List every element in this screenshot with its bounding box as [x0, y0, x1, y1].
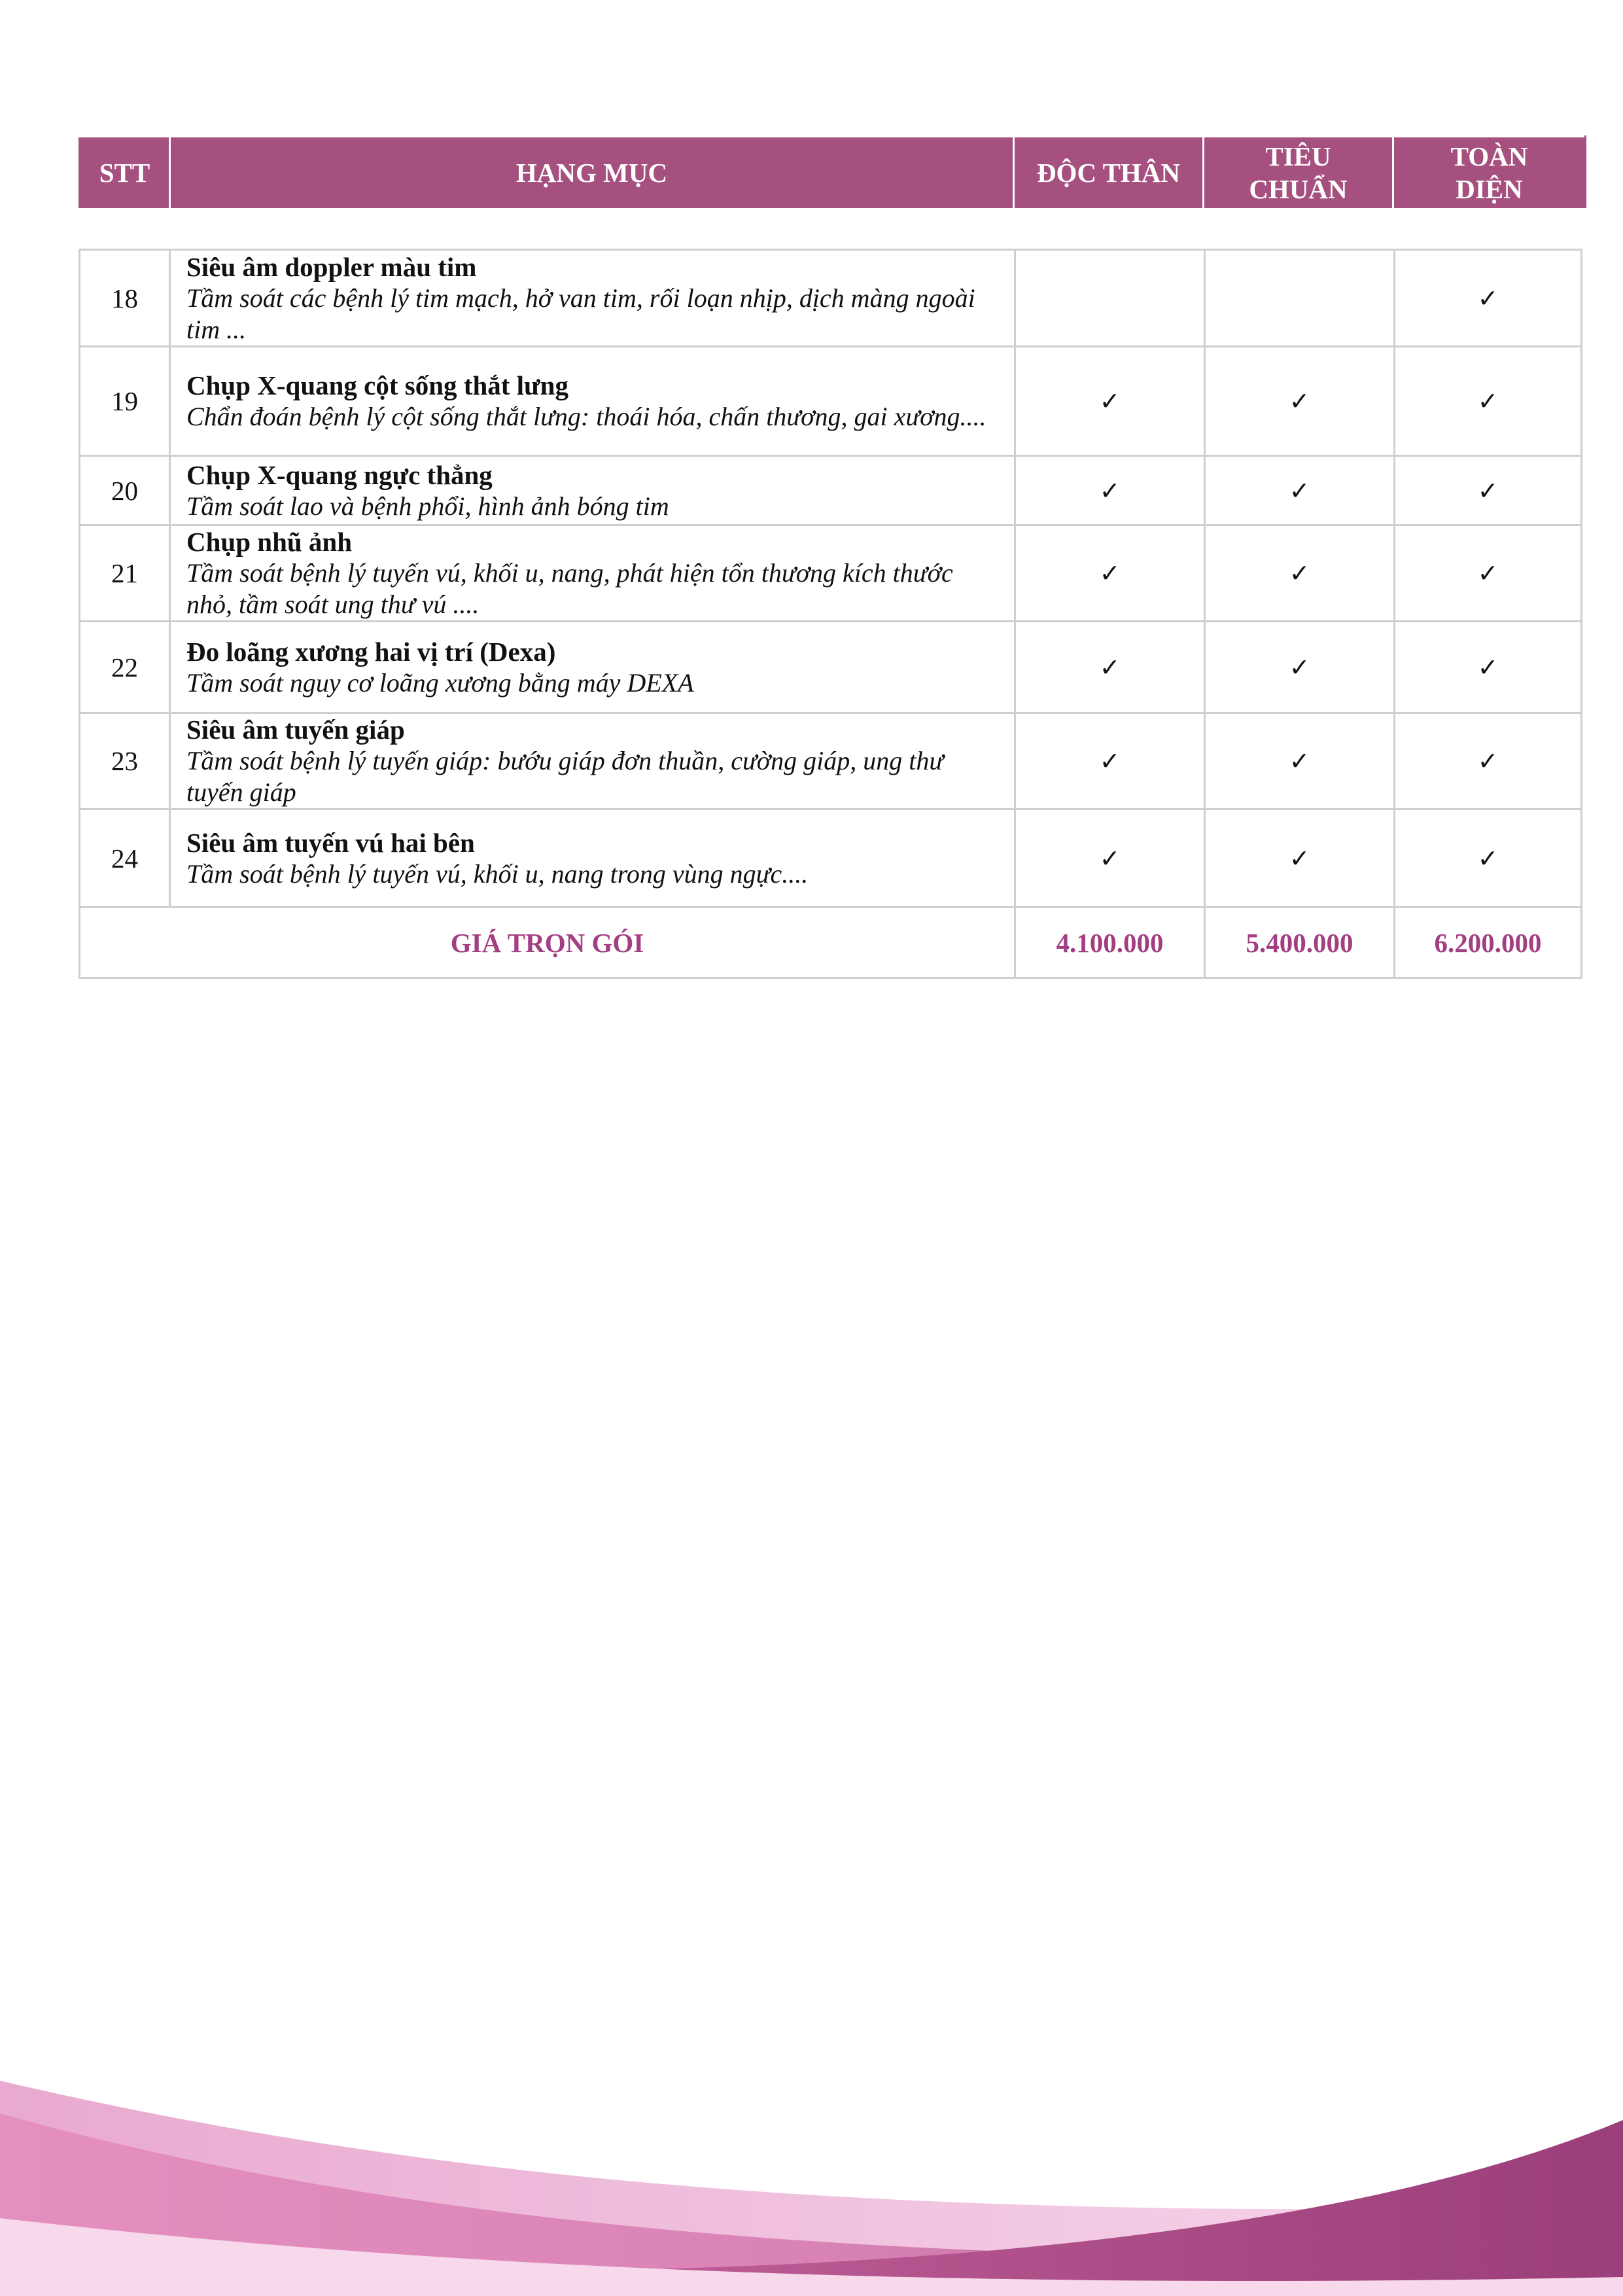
checkmark-icon: ✓ [1477, 476, 1499, 505]
row-stt: 22 [80, 622, 170, 713]
checkmark-icon: ✓ [1477, 843, 1499, 873]
price-label: GIÁ TRỌN GÓI [80, 908, 1015, 978]
check-cell-tieu-chuan [1205, 525, 1395, 622]
header-toan-dien: TOÀN DIỆN [1393, 137, 1586, 209]
checkmark-icon: ✓ [1289, 843, 1310, 873]
decorative-wave-footer [0, 2055, 1623, 2296]
row-item [170, 622, 1015, 713]
row-stt: 18 [80, 250, 170, 347]
check-cell-tieu-chuan [1205, 809, 1395, 908]
item-description: Tầm soát bệnh lý tuyến giáp: bướu giáp đơn thuần, cường giáp, ung thư tuyến giáp [186, 746, 944, 807]
check-cell-doc-than [1015, 622, 1205, 713]
item-description: Tầm soát bệnh lý tuyến vú, khối u, nang, phát hiện tổn thương kích thước nhỏ, tầm soát ung thư vú .... [186, 558, 953, 619]
checkmark-icon: ✓ [1289, 747, 1310, 775]
item-title: Chụp X-quang ngực thẳng [186, 459, 493, 490]
package-table [79, 249, 1582, 979]
table-row [80, 250, 1582, 347]
check-cell-toan-dien [1395, 525, 1582, 622]
price-row [80, 908, 1582, 978]
item-title: Siêu âm tuyến giáp [186, 715, 405, 745]
check-cell-toan-dien [1395, 250, 1582, 347]
checkmark-icon: ✓ [1099, 387, 1121, 415]
item-title: Đo loãng xương hai vị trí (Dexa) [186, 636, 556, 667]
item-title: Siêu âm doppler màu tim [186, 251, 477, 282]
header-item: HẠNG MỤC [170, 137, 1014, 209]
checkmark-icon: ✓ [1289, 387, 1310, 415]
row-stt: 21 [80, 525, 170, 622]
header-stt: STT [80, 137, 170, 209]
checkmark-icon: ✓ [1099, 747, 1121, 775]
row-item [170, 456, 1015, 525]
item-title: Chụp nhũ ảnh [186, 527, 353, 557]
column-header-bar [79, 135, 1586, 210]
table-row [80, 809, 1582, 908]
checkmark-icon: ✓ [1289, 559, 1310, 588]
row-item [170, 250, 1015, 347]
check-cell-doc-than [1015, 347, 1205, 456]
row-item [170, 347, 1015, 456]
item-title: Siêu âm tuyến vú hai bên [186, 827, 475, 858]
header-tieu-chuan: TIÊU CHUẨN [1204, 137, 1393, 209]
row-item [170, 713, 1015, 809]
row-stt: 23 [80, 713, 170, 809]
checkmark-icon: ✓ [1477, 387, 1499, 415]
check-cell-doc-than [1015, 250, 1205, 347]
check-cell-doc-than [1015, 456, 1205, 525]
checkmark-icon: ✓ [1099, 652, 1121, 682]
checkmark-icon: ✓ [1477, 747, 1499, 775]
table-row [80, 347, 1582, 456]
checkmark-icon: ✓ [1099, 843, 1121, 873]
check-cell-toan-dien [1395, 713, 1582, 809]
item-description: Tầm soát lao và bệnh phổi, hình ảnh bóng tim [186, 491, 669, 521]
check-cell-toan-dien [1395, 809, 1582, 908]
row-stt: 24 [80, 809, 170, 908]
item-description: Chẩn đoán bệnh lý cột sống thắt lưng: thoái hóa, chấn thương, gai xương.... [186, 402, 986, 431]
table-row [80, 456, 1582, 525]
checkmark-icon: ✓ [1289, 652, 1310, 682]
table-row [80, 713, 1582, 809]
row-item [170, 525, 1015, 622]
check-cell-tieu-chuan [1205, 347, 1395, 456]
checkmark-icon: ✓ [1099, 559, 1121, 588]
check-cell-doc-than [1015, 713, 1205, 809]
item-description: Tầm soát nguy cơ loãng xương bằng máy DEXA [186, 667, 694, 698]
checkmark-icon: ✓ [1477, 652, 1499, 682]
row-stt: 20 [80, 456, 170, 525]
item-title: Chụp X-quang cột sống thắt lưng [186, 370, 568, 400]
item-description: Tầm soát các bệnh lý tim mạch, hở van tim, rối loạn nhịp, dịch màng ngoài tim ... [186, 283, 975, 344]
check-cell-toan-dien [1395, 347, 1582, 456]
row-stt: 19 [80, 347, 170, 456]
table-row [80, 525, 1582, 622]
checkmark-icon: ✓ [1289, 476, 1310, 505]
row-item [170, 809, 1015, 908]
check-cell-doc-than [1015, 809, 1205, 908]
checkmark-icon: ✓ [1099, 476, 1121, 505]
table-row [80, 622, 1582, 713]
header-doc-than: ĐỘC THÂN [1014, 137, 1204, 209]
check-cell-tieu-chuan [1205, 456, 1395, 525]
price-doc-than: 4.100.000 [1015, 908, 1205, 978]
check-cell-toan-dien [1395, 622, 1582, 713]
check-cell-toan-dien [1395, 456, 1582, 525]
check-cell-tieu-chuan [1205, 713, 1395, 809]
check-cell-tieu-chuan [1205, 250, 1395, 347]
price-tieu-chuan: 5.400.000 [1205, 908, 1395, 978]
checkmark-icon: ✓ [1477, 283, 1499, 313]
check-cell-tieu-chuan [1205, 622, 1395, 713]
check-cell-doc-than [1015, 525, 1205, 622]
price-toan-dien: 6.200.000 [1395, 908, 1582, 978]
item-description: Tầm soát bệnh lý tuyến vú, khối u, nang trong vùng ngực.... [186, 858, 809, 889]
checkmark-icon: ✓ [1477, 559, 1499, 588]
